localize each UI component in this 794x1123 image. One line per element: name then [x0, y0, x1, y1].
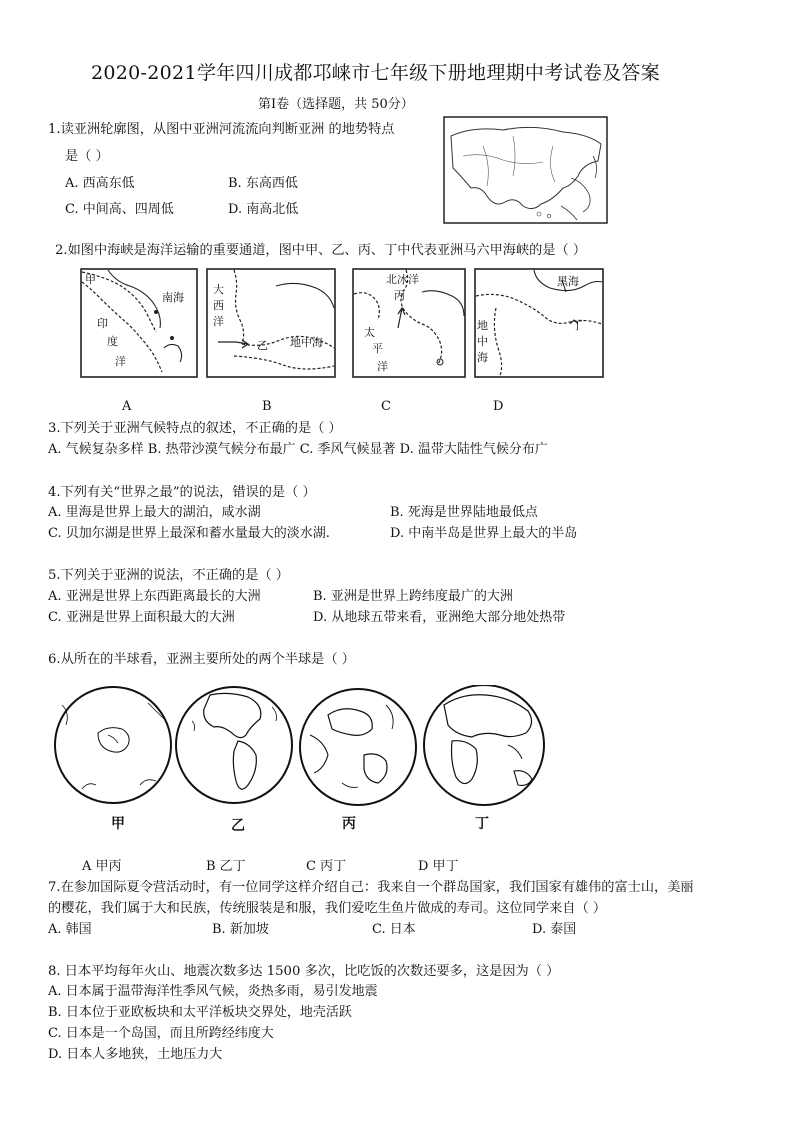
map-b-label-xi: 西: [213, 299, 224, 312]
q2-map-label-a: A: [122, 399, 132, 414]
q7-option-a: A. 韩国: [48, 922, 92, 937]
page-title: 2020-2021学年四川成都邛崃市七年级下册地理期中考试卷及答案: [91, 62, 661, 84]
q1-stem-line2: 是（ ）: [65, 149, 109, 164]
q5-option-b: B. 亚洲是世界上跨纬度最广的大洲: [313, 589, 513, 604]
map-a-label-nanhai: 南海: [162, 291, 184, 304]
q4-option-b: B. 死海是世界陆地最低点: [390, 505, 538, 520]
q2-map-label-b: B: [262, 399, 272, 414]
map-d-label-heihai: 黑海: [557, 275, 579, 288]
globe-label-yi: 乙: [231, 818, 245, 834]
q5-option-c: C. 亚洲是世界上面积最大的大洲: [48, 610, 235, 625]
q8-stem: 8. 日本平均每年火山、地震次数多达 1500 多次，比吃饭的次数还要多，这是因为（ ）: [48, 964, 560, 979]
globe-ding: [424, 685, 544, 805]
q4-option-a: A. 里海是世界上最大的湖泊，咸水湖: [48, 505, 261, 520]
q4-stem: 4.下列有关“世界之最”的说法，错误的是（ ）: [48, 485, 316, 500]
map-c-label-bing: 丙: [394, 289, 405, 302]
map-c-label-beibing: 北冰洋: [386, 273, 419, 286]
q1-option-a: A. 西高东低: [65, 176, 135, 191]
map-b-label-da: 大: [213, 283, 224, 296]
map-a-label-yin: 印: [97, 317, 108, 330]
q5-option-d: D. 从地球五带来看，亚洲绝大部分地处热带: [313, 610, 566, 625]
globe-label-ding: 丁: [475, 816, 489, 832]
q8-option-d: D. 日本人多地狭，土地压力大: [48, 1047, 223, 1062]
q2-stem: 2.如图中海峡是海洋运输的重要通道，图中甲、乙、丙、丁中代表亚洲马六甲海峡的是（ ）: [55, 243, 587, 258]
map-d-label-hai: 海: [477, 351, 488, 364]
map-b-label-yi: 乙: [257, 339, 268, 352]
map-c-label-yang: 洋: [377, 360, 388, 373]
q6-option-a: A 甲丙: [82, 859, 122, 874]
globe-jia: [55, 687, 171, 803]
q6-option-d: D 甲丁: [418, 859, 459, 874]
q1-option-c: C. 中间高、四周低: [65, 202, 174, 217]
map-c-label-ping: 平: [372, 342, 383, 355]
q4-option-d: D. 中南半岛是世界上最大的半岛: [390, 526, 578, 541]
q8-option-b: B. 日本位于亚欧板块和太平洋板块交界处，地壳活跃: [48, 1005, 352, 1020]
map-a-label-yang: 洋: [115, 355, 126, 368]
q8-option-c: C. 日本是一个岛国，而且所跨经纬度大: [48, 1026, 274, 1041]
map-d-label-di: 地: [477, 319, 488, 332]
map-d-label-ding: 丁: [572, 319, 583, 332]
q7-option-b: B. 新加坡: [212, 922, 269, 937]
q2-map-label-d: D: [493, 399, 504, 414]
map-d-label-zhong: 中: [477, 335, 488, 348]
map-a-label-jia: 甲: [85, 273, 96, 286]
q6-stem: 6.从所在的半球看，亚洲主要所处的两个半球是（ ）: [48, 652, 355, 667]
globe-yi: [176, 687, 292, 803]
globe-bing: [300, 689, 416, 805]
q7-option-c: C. 日本: [372, 922, 416, 937]
q1-option-d: D. 南高北低: [228, 202, 299, 217]
q8-option-a: A. 日本属于温带海洋性季风气候，炎热多雨，易引发地震: [48, 984, 378, 999]
q5-option-a: A. 亚洲是世界上东西距离最长的大洲: [48, 589, 261, 604]
map-a-label-du: 度: [107, 335, 118, 348]
hemisphere-globes: [52, 685, 548, 807]
globe-label-bing: 丙: [342, 816, 356, 832]
q3-stem: 3.下列关于亚洲气候特点的叙述，不正确的是（ ）: [48, 421, 342, 436]
q4-option-c: C. 贝加尔湖是世界上最深和蓄水量最大的淡水湖.: [48, 526, 330, 541]
q5-stem: 5.下列关于亚洲的说法，不正确的是（ ）: [48, 568, 289, 583]
strait-map-d: [474, 268, 604, 378]
q7-option-d: D. 泰国: [532, 922, 577, 937]
q6-option-b: B 乙丁: [206, 859, 246, 874]
map-b-label-yang: 洋: [213, 315, 224, 328]
q6-option-c: C 丙丁: [306, 859, 347, 874]
q3-options: A. 气候复杂多样 B. 热带沙漠气候分布最广 C. 季风气候显著 D. 温带大陆性气候分布广: [48, 442, 548, 457]
globe-label-jia: 甲: [111, 816, 125, 832]
q1-stem-line1: 1.读亚洲轮廓图，从图中亚洲河流流向判断亚洲 的地势特点: [48, 122, 395, 137]
q2-map-label-c: C: [381, 399, 391, 414]
section-heading: 第Ⅰ卷（选择题，共 50分）: [258, 97, 414, 112]
q7-stem-line2: 的樱花，我们属于大和民族，传统服装是和服，我们爱吃生鱼片做成的寿司。这位同学来自（ ）: [48, 901, 607, 916]
asia-outline-map: [443, 116, 608, 224]
strait-map-b: [206, 268, 336, 378]
map-c-label-tai: 太: [364, 326, 375, 339]
map-b-label-dizhonghai: 地中海: [290, 336, 323, 349]
q1-option-b: B. 东高西低: [228, 176, 298, 191]
q7-stem-line1: 7.在参加国际夏令营活动时，有一位同学这样介绍自己：我来自一个群岛国家，我们国家有雄伟的富士山，美丽: [48, 880, 694, 895]
